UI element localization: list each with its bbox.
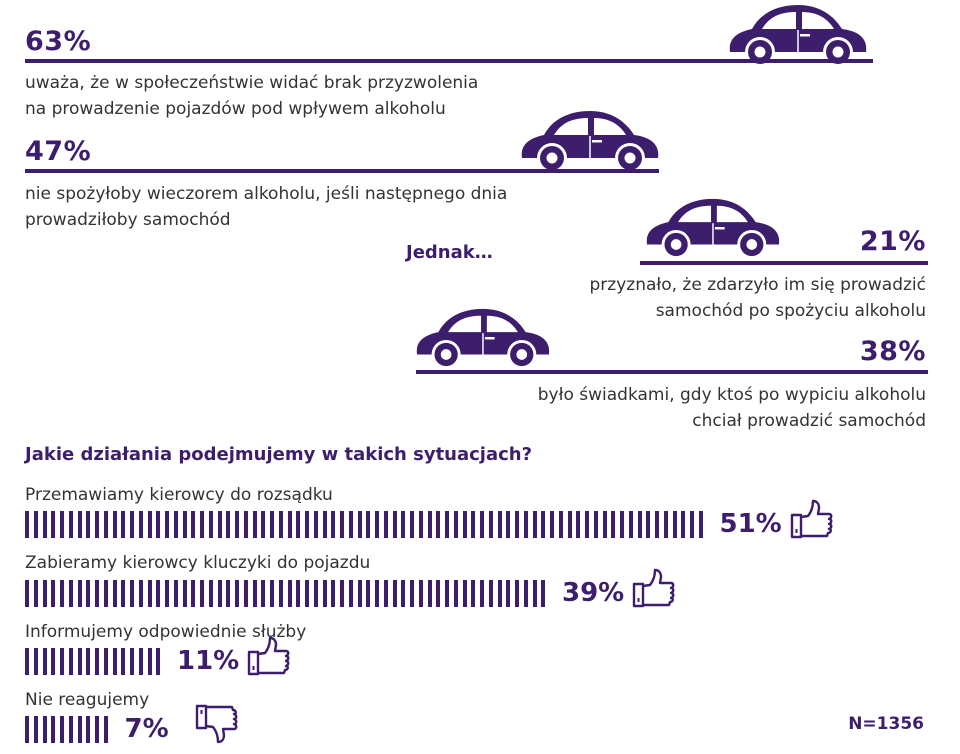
bar-tick: [156, 648, 160, 675]
bar-tick: [51, 511, 55, 538]
bar-tick: [305, 511, 309, 538]
bar-tick: [78, 648, 82, 675]
bar-tick: [585, 511, 589, 538]
bar-tick: [279, 511, 283, 538]
bar-tick: [60, 580, 64, 607]
bar-tick: [331, 511, 335, 538]
sample-size: N=1356: [848, 714, 924, 734]
bar-tick: [358, 511, 362, 538]
stat-description: [538, 382, 926, 434]
bar-tick: [638, 511, 642, 538]
bar-tick: [673, 511, 677, 538]
bar-tick: [419, 511, 423, 538]
bar-tick: [95, 648, 99, 675]
car-icon: [408, 306, 556, 370]
stat-underline: [25, 59, 873, 63]
bar-tick: [78, 580, 82, 607]
bar-tick: [34, 511, 38, 538]
bar-tick: [603, 511, 607, 538]
bar-tick: [366, 511, 370, 538]
bar-tick: [489, 580, 493, 607]
bar-tick: [401, 511, 405, 538]
bar-tick: [86, 716, 90, 743]
bar-tick: [95, 580, 99, 607]
bar-tick: [130, 648, 134, 675]
bar-tick: [384, 511, 388, 538]
stat-underline: [416, 370, 928, 374]
bar-tick: [471, 511, 475, 538]
bar-tick: [454, 580, 458, 607]
bar-tick: [690, 511, 694, 538]
bar-tick: [113, 580, 117, 607]
bar-tick: [498, 580, 502, 607]
question-title: Jakie działania podejmujemy w takich sytuacjach?: [25, 444, 533, 465]
bar-tick: [191, 580, 195, 607]
bar-tick: [664, 511, 668, 538]
bar-tick: [515, 580, 519, 607]
bar-tick: [200, 511, 204, 538]
bar-tick: [235, 580, 239, 607]
transition-label: Jednak…: [406, 242, 493, 263]
stat-underline: [25, 169, 659, 173]
bar-tick: [375, 580, 379, 607]
bar-tick: [288, 580, 292, 607]
stat-description: [25, 181, 507, 233]
bar-tick: [436, 511, 440, 538]
stat-value: 63%: [25, 26, 92, 57]
bar-category-label: Zabieramy kierowcy kluczyki do pojazdu: [25, 553, 371, 573]
bar-tick: [139, 511, 143, 538]
thumbs-up-icon: [247, 636, 291, 676]
bar-tick: [86, 511, 90, 538]
bar-value-label: 11%: [177, 646, 240, 676]
bar-tick: [235, 511, 239, 538]
bar-tick: [314, 580, 318, 607]
stat-description-line: chciał prowadzić samochód: [692, 411, 926, 431]
bar-tick: [69, 716, 73, 743]
bar-tick: [568, 511, 572, 538]
bar-tick: [51, 580, 55, 607]
bar-tick: [314, 511, 318, 538]
bar-tick: [218, 511, 222, 538]
bar-tick: [165, 511, 169, 538]
bar-tick: [25, 648, 29, 675]
bar-tick: [445, 580, 449, 607]
bar-tick: [25, 716, 29, 743]
bar-tick: [445, 511, 449, 538]
bar-tick: [104, 580, 108, 607]
stat-description: [25, 70, 478, 122]
bar-tick: [104, 648, 108, 675]
bar-tick: [34, 648, 38, 675]
bar-tick: [629, 511, 633, 538]
bar-tick: [51, 716, 55, 743]
thumbs-up-icon: [632, 568, 676, 608]
bar-tick: [183, 580, 187, 607]
bar-tick: [69, 511, 73, 538]
bar-tick: [533, 580, 537, 607]
bar-tick: [366, 580, 370, 607]
bar-tick: [410, 580, 414, 607]
bar-tick: [340, 580, 344, 607]
bar-tick: [218, 580, 222, 607]
stat-description-line: na prowadzenie pojazdów pod wpływem alkoholu: [25, 99, 446, 119]
car-icon: [514, 108, 664, 174]
bar-tick: [226, 580, 230, 607]
bar: [25, 580, 552, 607]
bar-tick: [594, 511, 598, 538]
bar-tick: [209, 580, 213, 607]
bar-tick: [25, 511, 29, 538]
bar-tick: [454, 511, 458, 538]
bar-tick: [270, 511, 274, 538]
bar-tick: [165, 580, 169, 607]
bar-tick: [699, 511, 703, 538]
bar-tick: [51, 648, 55, 675]
bar-tick: [43, 580, 47, 607]
stat-description-line: przyznało, że zdarzyło im się prowadzić: [589, 275, 926, 295]
stat-underline: [640, 261, 928, 265]
bar-tick: [139, 580, 143, 607]
bar-tick: [60, 648, 64, 675]
bar-tick: [34, 716, 38, 743]
bar-tick: [410, 511, 414, 538]
bar-tick: [69, 580, 73, 607]
bar-tick: [393, 511, 397, 538]
bar-tick: [69, 648, 73, 675]
bar-tick: [681, 511, 685, 538]
bar: [25, 511, 714, 538]
bar-tick: [95, 511, 99, 538]
bar-tick: [279, 580, 283, 607]
bar-tick: [471, 580, 475, 607]
bar-tick: [191, 511, 195, 538]
bar-tick: [541, 511, 545, 538]
bar-tick: [340, 511, 344, 538]
stat-value: 47%: [25, 136, 92, 167]
bar-tick: [261, 511, 265, 538]
bar-tick: [428, 511, 432, 538]
bar-tick: [86, 648, 90, 675]
bar-tick: [78, 716, 82, 743]
bar-tick: [121, 580, 125, 607]
bar-tick: [524, 580, 528, 607]
bar-value-label: 51%: [719, 509, 782, 539]
bar-tick: [533, 511, 537, 538]
bar-tick: [655, 511, 659, 538]
bar-tick: [524, 511, 528, 538]
bar-tick: [358, 580, 362, 607]
bar-tick: [620, 511, 624, 538]
bar-tick: [375, 511, 379, 538]
stat-description-line: było świadkami, gdy ktoś po wypiciu alkoholu: [537, 385, 926, 405]
bar-tick: [209, 511, 213, 538]
bar-tick: [200, 580, 204, 607]
bar-tick: [174, 511, 178, 538]
bar-tick: [174, 580, 178, 607]
bar-tick: [25, 580, 29, 607]
bar-tick: [226, 511, 230, 538]
bar-tick: [95, 716, 99, 743]
bar-tick: [489, 511, 493, 538]
bar-tick: [78, 511, 82, 538]
thumbs-up-icon: [790, 499, 834, 539]
bar-tick: [646, 511, 650, 538]
bar-tick: [419, 580, 423, 607]
stat-description-line: nie spożyłoby wieczorem alkoholu, jeśli następnego dnia: [25, 184, 508, 204]
stat-value: 38%: [859, 336, 926, 367]
bar-tick: [43, 511, 47, 538]
car-icon: [638, 196, 786, 260]
bar-category-label: Informujemy odpowiednie służby: [25, 622, 307, 642]
bar-tick: [148, 580, 152, 607]
bar-tick: [296, 580, 300, 607]
bar-tick: [480, 511, 484, 538]
bar-tick: [463, 580, 467, 607]
thumbs-down-icon: [195, 704, 239, 744]
bar-tick: [463, 511, 467, 538]
stat-description-line: uważa, że w społeczeństwie widać brak przyzwolenia: [25, 73, 479, 93]
stat-description: [590, 272, 927, 324]
bar-tick: [559, 511, 563, 538]
bar-tick: [401, 580, 405, 607]
stat-description-line: prowadziłoby samochód: [25, 210, 231, 230]
stat-value: 21%: [859, 226, 926, 257]
bar-tick: [244, 511, 248, 538]
bar-tick: [156, 580, 160, 607]
bar-tick: [253, 511, 257, 538]
bar-tick: [296, 511, 300, 538]
bar-tick: [323, 511, 327, 538]
bar-tick: [244, 580, 248, 607]
bar-tick: [261, 580, 265, 607]
bar-tick: [515, 511, 519, 538]
bar-tick: [253, 580, 257, 607]
bar-tick: [60, 716, 64, 743]
bar-tick: [148, 511, 152, 538]
stat-description-line: samochód po spożyciu alkoholu: [655, 301, 926, 321]
bar-category-label: Nie reagujemy: [25, 690, 150, 710]
bar: [25, 716, 120, 743]
bar-tick: [139, 648, 143, 675]
bar-tick: [183, 511, 187, 538]
bar-tick: [113, 511, 117, 538]
bar-tick: [541, 580, 545, 607]
bar-tick: [121, 648, 125, 675]
bar-tick: [384, 580, 388, 607]
bar-tick: [288, 511, 292, 538]
bar-tick: [113, 648, 117, 675]
bar-tick: [480, 580, 484, 607]
bar: [25, 648, 174, 675]
bar-tick: [305, 580, 309, 607]
bar-tick: [270, 580, 274, 607]
bar-tick: [148, 648, 152, 675]
bar-tick: [506, 511, 510, 538]
bar-tick: [349, 511, 353, 538]
bar-tick: [34, 580, 38, 607]
bar-tick: [104, 716, 108, 743]
bar-tick: [436, 580, 440, 607]
bar-tick: [428, 580, 432, 607]
bar-tick: [60, 511, 64, 538]
bar-tick: [323, 580, 327, 607]
bar-tick: [393, 580, 397, 607]
bar-tick: [86, 580, 90, 607]
bar-tick: [331, 580, 335, 607]
bar-value-label: 39%: [562, 578, 625, 608]
bar-category-label: Przemawiamy kierowcy do rozsądku: [25, 485, 333, 505]
bar-tick: [550, 511, 554, 538]
bar-tick: [156, 511, 160, 538]
bar-tick: [506, 580, 510, 607]
bar-tick: [576, 511, 580, 538]
bar-value-label: 7%: [124, 714, 169, 744]
bar-tick: [104, 511, 108, 538]
bar-tick: [43, 716, 47, 743]
bar-tick: [130, 511, 134, 538]
bar-tick: [130, 580, 134, 607]
bar-tick: [43, 648, 47, 675]
bar-tick: [121, 511, 125, 538]
bar-tick: [498, 511, 502, 538]
bar-tick: [611, 511, 615, 538]
bar-tick: [349, 580, 353, 607]
